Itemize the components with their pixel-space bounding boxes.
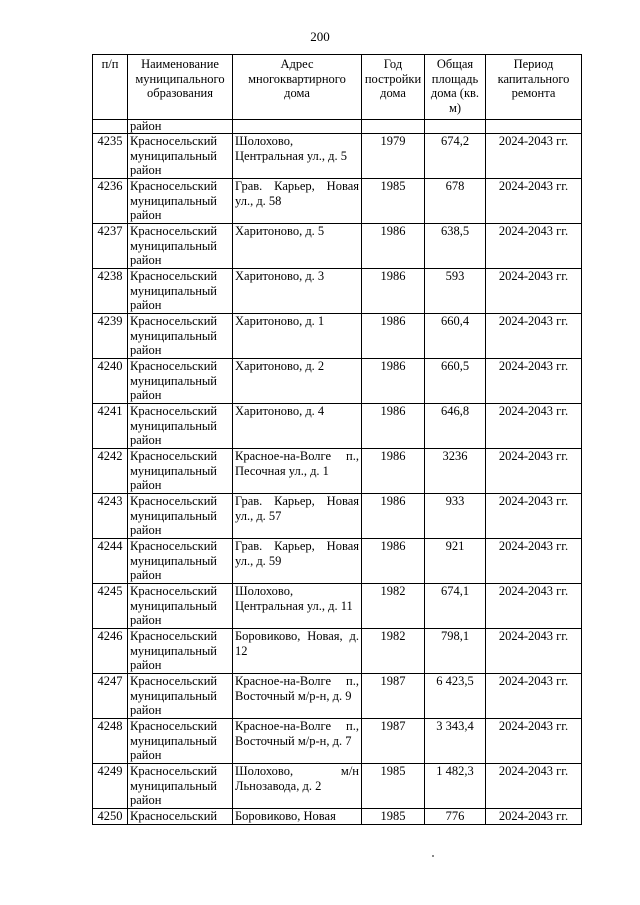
header-num: п/п: [93, 55, 128, 120]
period-cell: 2024-2043 гг.: [486, 719, 582, 764]
year-cell: 1985: [362, 179, 425, 224]
address-cell: Грав. Карьер, Новая ул., д. 57: [233, 494, 362, 539]
period-cell: 2024-2043 гг.: [486, 584, 582, 629]
num-cell: 4240: [93, 359, 128, 404]
period-cell: 2024-2043 гг.: [486, 224, 582, 269]
table-row: [93, 314, 582, 359]
num-cell: 4237: [93, 224, 128, 269]
address-cell: Грав. Карьер, Новая ул., д. 58: [233, 179, 362, 224]
table-row: [93, 629, 582, 674]
header-name: Наименование муниципального образования: [128, 55, 233, 120]
num-cell: 4249: [93, 764, 128, 809]
num-cell: 4245: [93, 584, 128, 629]
area-cell: 646,8: [425, 404, 486, 449]
address-cell: Грав. Карьер, Новая ул., д. 59: [233, 539, 362, 584]
name-cell: Красносельский муниципальный район: [128, 539, 233, 584]
area-cell: 593: [425, 269, 486, 314]
address-cell: Красное-на-Волге п., Песочная ул., д. 1: [233, 449, 362, 494]
area-cell: 1 482,3: [425, 764, 486, 809]
continuation-row: [93, 120, 582, 134]
header-year: Год постройки дома: [362, 55, 425, 120]
table-row: [93, 764, 582, 809]
table-row: [93, 494, 582, 539]
period-cell: 2024-2043 гг.: [486, 494, 582, 539]
period-cell: 2024-2043 гг.: [486, 809, 582, 825]
table-row: [93, 269, 582, 314]
name-cell: Красносельский муниципальный район: [128, 629, 233, 674]
table-row: [93, 674, 582, 719]
period-cell: 2024-2043 гг.: [486, 404, 582, 449]
name-cell: Красносельский муниципальный район: [128, 179, 233, 224]
period-cell: 2024-2043 гг.: [486, 179, 582, 224]
num-cell: 4244: [93, 539, 128, 584]
address-cell: Боровиково, Новая: [233, 809, 362, 825]
address-cell: Боровиково, Новая, д. 12: [233, 629, 362, 674]
num-cell: 4246: [93, 629, 128, 674]
address-cell: Красное-на-Волге п., Восточный м/р-н, д. 7: [233, 719, 362, 764]
name-cell: Красносельский муниципальный район: [128, 134, 233, 179]
num-cell: 4236: [93, 179, 128, 224]
name-cell: Красносельский муниципальный район: [128, 359, 233, 404]
period-cell: 2024-2043 гг.: [486, 314, 582, 359]
area-cell: 933: [425, 494, 486, 539]
num-cell: 4238: [93, 269, 128, 314]
num-cell: 4247: [93, 674, 128, 719]
area-cell: 674,2: [425, 134, 486, 179]
address-cell: Шолохово, Центральная ул., д. 11: [233, 584, 362, 629]
period-cell: 2024-2043 гг.: [486, 134, 582, 179]
table-row: [93, 584, 582, 629]
year-cell: 1986: [362, 404, 425, 449]
period-cell: 2024-2043 гг.: [486, 539, 582, 584]
num-cell: 4242: [93, 449, 128, 494]
address-cell: Харитоново, д. 2: [233, 359, 362, 404]
table-row: [93, 809, 582, 825]
name-cell: Красносельский муниципальный район: [128, 674, 233, 719]
period-cell: 2024-2043 гг.: [486, 269, 582, 314]
year-cell: 1986: [362, 224, 425, 269]
header-period: Период капитального ремонта: [486, 55, 582, 120]
area-cell: 3 343,4: [425, 719, 486, 764]
period-cell: 2024-2043 гг.: [486, 674, 582, 719]
table-header-row: [93, 55, 582, 120]
area-cell: 776: [425, 809, 486, 825]
num-cell: 4243: [93, 494, 128, 539]
table-row: [93, 719, 582, 764]
name-cell: Красносельский муниципальный район: [128, 764, 233, 809]
year-cell: 1986: [362, 314, 425, 359]
name-cell: Красносельский муниципальный район: [128, 449, 233, 494]
address-cell: Харитоново, д. 5: [233, 224, 362, 269]
year-cell: 1986: [362, 539, 425, 584]
period-cell: 2024-2043 гг.: [486, 449, 582, 494]
num-cell: 4248: [93, 719, 128, 764]
area-cell: 3236: [425, 449, 486, 494]
year-cell: 1985: [362, 809, 425, 825]
name-cell: Красносельский муниципальный район: [128, 494, 233, 539]
year-cell: 1986: [362, 494, 425, 539]
table-row: [93, 179, 582, 224]
name-cell: Красносельский муниципальный район: [128, 269, 233, 314]
year-cell: 1987: [362, 674, 425, 719]
period-cell: 2024-2043 гг.: [486, 629, 582, 674]
name-cell: Красносельский муниципальный район: [128, 404, 233, 449]
name-cell: Красносельский муниципальный район: [128, 719, 233, 764]
area-cell: 921: [425, 539, 486, 584]
area-cell: 660,5: [425, 359, 486, 404]
name-cell: Красносельский муниципальный район: [128, 584, 233, 629]
area-cell: 678: [425, 179, 486, 224]
num-cell: 4235: [93, 134, 128, 179]
num-cell: 4250: [93, 809, 128, 825]
address-cell: Харитоново, д. 3: [233, 269, 362, 314]
address-cell: Харитоново, д. 1: [233, 314, 362, 359]
year-cell: 1986: [362, 449, 425, 494]
area-cell: 798,1: [425, 629, 486, 674]
housing-table: [92, 54, 582, 825]
header-area: Общая площадь дома (кв. м): [425, 55, 486, 120]
year-cell: 1982: [362, 629, 425, 674]
continuation-cell: район: [128, 120, 233, 134]
address-cell: Шолохово, Центральная ул., д. 5: [233, 134, 362, 179]
period-cell: 2024-2043 гг.: [486, 764, 582, 809]
page-number: 200: [310, 29, 330, 44]
name-cell: Красносельский муниципальный район: [128, 224, 233, 269]
table-row: [93, 359, 582, 404]
area-cell: 638,5: [425, 224, 486, 269]
table-row: [93, 224, 582, 269]
area-cell: 6 423,5: [425, 674, 486, 719]
address-cell: Красное-на-Волге п., Восточный м/р-н, д. 9: [233, 674, 362, 719]
name-cell: Красносельский муниципальный район: [128, 314, 233, 359]
header-address: Адрес многоквартирного дома: [233, 55, 362, 120]
table-row: [93, 539, 582, 584]
year-cell: 1985: [362, 764, 425, 809]
table-row: [93, 404, 582, 449]
area-cell: 674,1: [425, 584, 486, 629]
year-cell: 1986: [362, 359, 425, 404]
num-cell: 4241: [93, 404, 128, 449]
scan-speck: [432, 855, 434, 857]
num-cell: 4239: [93, 314, 128, 359]
table-row: [93, 134, 582, 179]
year-cell: 1982: [362, 584, 425, 629]
year-cell: 1986: [362, 269, 425, 314]
table-row: [93, 449, 582, 494]
year-cell: 1987: [362, 719, 425, 764]
address-cell: Харитоново, д. 4: [233, 404, 362, 449]
address-cell: Шолохово, м/н Льнозавода, д. 2: [233, 764, 362, 809]
year-cell: 1979: [362, 134, 425, 179]
area-cell: 660,4: [425, 314, 486, 359]
period-cell: 2024-2043 гг.: [486, 359, 582, 404]
name-cell: Красносельский: [128, 809, 233, 825]
